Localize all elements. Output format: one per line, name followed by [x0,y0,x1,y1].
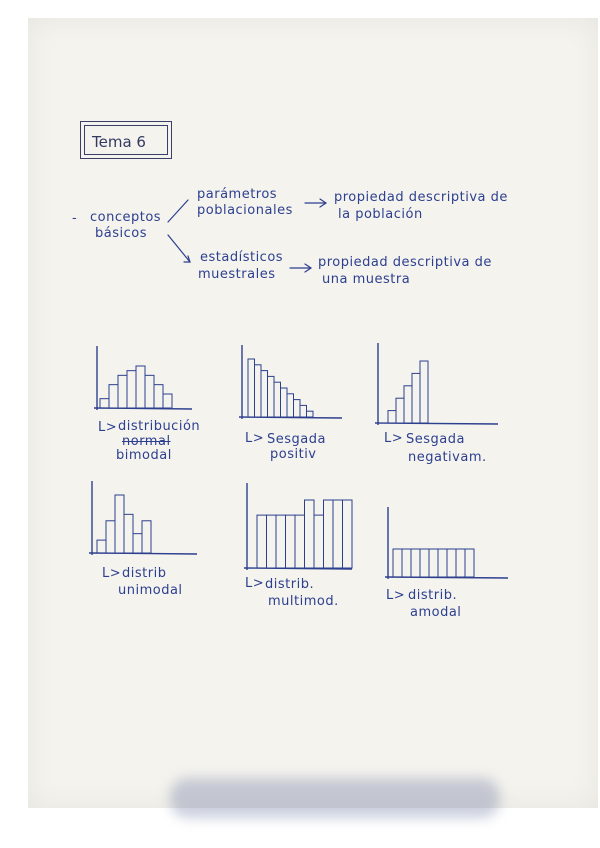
hist4-bar [115,495,124,553]
hist1-bar [145,375,154,408]
bottom-label2: muestrales [198,267,276,282]
hist5-bar [333,500,343,568]
hist6-arrow: L> [386,588,406,603]
top-label1: parámetros [197,187,278,202]
hist6-bar [429,549,438,577]
hist5-bar [324,500,334,568]
hist5-bar [305,500,315,568]
hist2-bar [294,400,301,417]
hist3-label2: negativam. [408,450,487,465]
hist5-bar [257,515,267,568]
top-desc1: propiedad descriptiva de [334,190,508,205]
hist5-bar [276,515,286,568]
hist2-bar [268,376,275,417]
hist1-label1: distribución [118,419,201,434]
hist2-label1: Sesgada [267,432,326,447]
bottom-arrow [290,264,311,272]
hist5-label2: multimod. [268,594,339,609]
hist6-bar [438,549,447,577]
hist5-label1: distrib. [265,577,315,592]
hist3-label1: Sesgada [406,432,465,447]
concept-dash: - [72,211,78,226]
page-title: Tema 6 [92,133,146,151]
hist2-bar [261,371,268,417]
hist6-bar [402,549,411,577]
hist1-arrow: L> [98,420,118,435]
hist5-bar [286,515,296,568]
branch-down-line [168,235,190,262]
hist3-bar [412,373,420,423]
hist2-bar [248,359,255,417]
hist5-bar [343,500,353,568]
hist4-bar [142,521,151,553]
hist4-bar [106,521,115,553]
concept-line1: conceptos [90,210,162,225]
hist4-label1: distrib [122,566,167,581]
hist1-label2: normal [122,434,171,449]
hist6-bar [420,549,429,577]
concept-line2: básicos [95,226,147,241]
hist2-bar [307,411,314,417]
hist2-label2: positiv [270,447,317,462]
hist1-bar [109,385,118,408]
hist3-bar [396,398,404,423]
hist5-arrow: L> [245,576,265,591]
hist2-bar [255,365,262,417]
hist4-bar [97,540,106,553]
bottom-desc1: propiedad descriptiva de [318,255,492,270]
hist3-bar [388,411,396,423]
hist6-bar [447,549,456,577]
hist5-bar [267,515,277,568]
top-desc2: la población [338,207,423,222]
hist6-label1: distrib. [408,588,458,603]
hist4-bar [133,534,142,553]
hist4-arrow: L> [102,566,122,581]
hist2-bar [274,382,281,417]
hist2-bar [300,405,307,417]
top-arrow [305,199,326,207]
hist3-bar [420,361,428,423]
hist6-bar [393,549,402,577]
hist1-bar [100,399,109,408]
hist1-bar [163,394,172,408]
hist3-arrow: L> [384,431,404,446]
hist6-label2: amodal [410,605,462,620]
hist6-bar [465,549,474,577]
hist1-bar [118,375,127,408]
branch-up-line [168,200,188,222]
top-label2: poblacionales [197,203,293,218]
hist1-bar [154,385,163,408]
hist5-bar [314,515,324,568]
hist2-bar [287,394,294,417]
hist5-bar [295,515,305,568]
hist4-label2: unimodal [118,583,183,598]
hist1-bar [136,366,145,408]
hist2-bar [281,388,288,417]
bottom-label1: estadísticos [200,250,284,265]
hist6-bar [411,549,420,577]
hist1-label3: bimodal [116,448,172,463]
hist3-bar [404,386,412,423]
bottom-desc2: una muestra [322,272,411,287]
hist1-bar [127,371,136,408]
hist6-bar [456,549,465,577]
hist4-bar [124,514,133,553]
hist2-arrow: L> [245,431,265,446]
